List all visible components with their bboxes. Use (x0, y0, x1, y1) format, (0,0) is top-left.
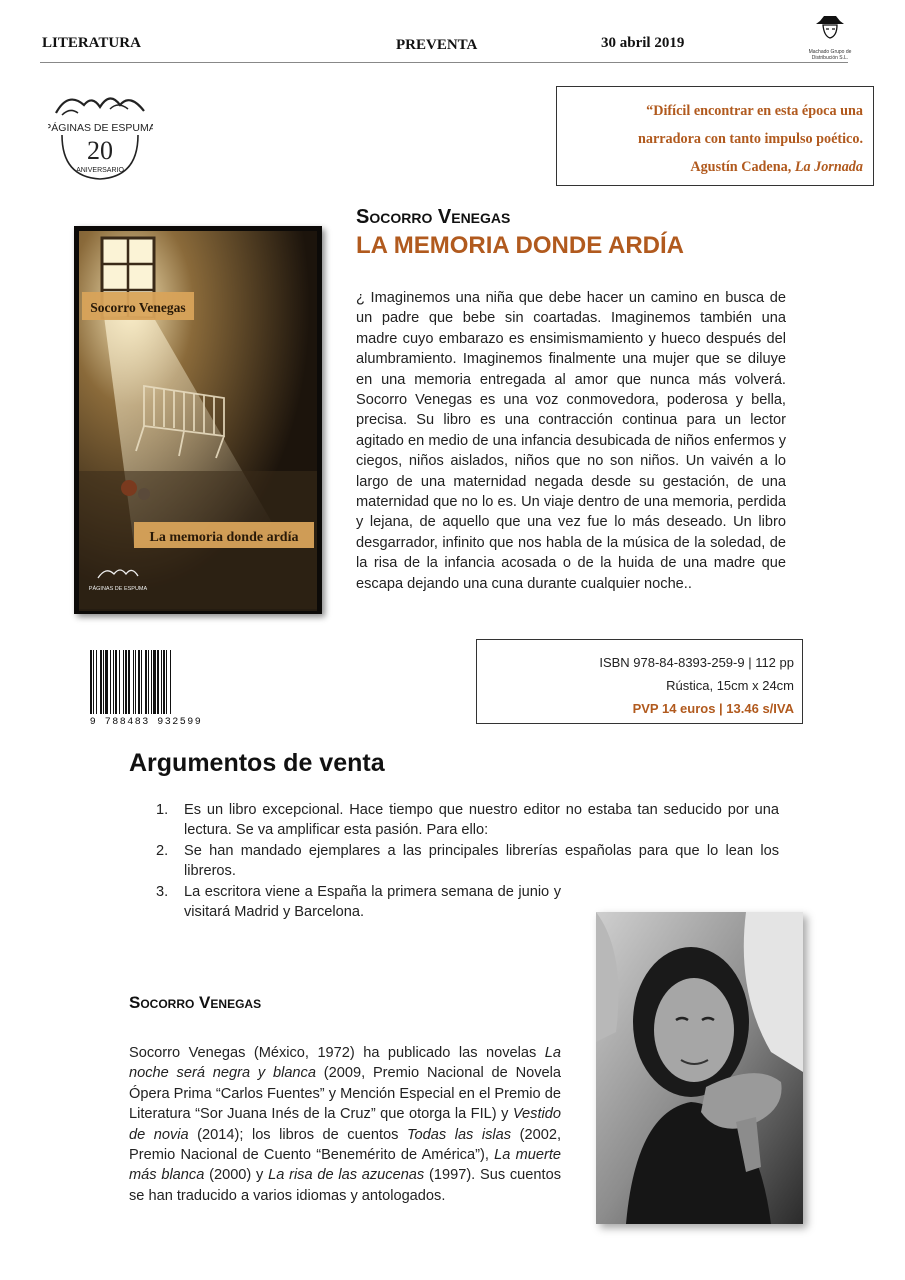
barcode-bar (170, 650, 171, 714)
barcode-bar (135, 650, 136, 714)
press-quote (556, 86, 874, 186)
author-photo (596, 912, 803, 1224)
distributor-logo (795, 14, 865, 64)
list-item: 3. La escritora viene a España la primera semana de junio y visitará Madrid y Barcelona. (156, 883, 561, 921)
cover-author: Socorro Venegas (90, 300, 186, 315)
barcode-bar (105, 650, 108, 714)
barcode-bar (90, 650, 92, 714)
barcode-bar (157, 650, 159, 714)
header-divider (40, 62, 848, 63)
barcode-bar (100, 650, 102, 714)
barcode-bar (133, 650, 134, 714)
list-item: 1. Es un libro excepcional. Hace tiempo que nuestro editor no estaba tan seducido por una lectura. Se va amplificar esta pasión. Para ello: (156, 802, 779, 839)
barcode-bar (96, 650, 97, 714)
book-title: LA MEMORIA DONDE ARDÍA (356, 232, 684, 259)
quote-source: La Jornada (794, 159, 863, 175)
barcode-bar (163, 650, 165, 714)
section-label: LITERATURA (42, 35, 141, 51)
barcode-bar (103, 650, 104, 714)
barcode-bar (148, 650, 149, 714)
barcode-bar (166, 650, 167, 714)
barcode-bar (113, 650, 114, 714)
cover-publisher: PÁGINAS DE ESPUMA (88, 586, 148, 592)
barcode-bar (125, 650, 127, 714)
status-label: PREVENTA (396, 37, 478, 53)
barcode-bar (119, 650, 120, 714)
barcode-bar (115, 650, 117, 714)
quote-line: “Difícil encontrar en esta época una (646, 103, 863, 119)
barcode-bar (123, 650, 124, 714)
publisher-name: PÁGINAS DE ESPUMA (48, 122, 153, 134)
bio-text: Socorro Venegas (México, 1972) ha publicado las novelas La noche será negra y blanca (2009, Premio Nacional de Novela Ópera Prima “Carlos Fuentes” y Mención Especial en el Premio de Literatura “Sor Juana Inés de la Cruz” que otorga la FIL) y Vestido de novia (2014); los libros de cuentos Todas las islas (2002, Premio Nacional de Cuento “Benemérito de América”), La muerte más blanca (2000) y La risa de las azucenas (1997). Sus cuentos se han traducido a varios idiomas y antologados. (129, 1045, 562, 1204)
selling-points-heading: Argumentos de venta (129, 749, 385, 777)
book-synopsis: ¿ Imaginemos una niña que debe hacer un camino en busca de un padre que bebe sin coartadas. Imaginemos también una madre cuyo embarazo es ensimismamiento y hueco después del alumbramiento. Imaginemos finalmente una mujer que se diluye en una memoria entregada al amor que nunca más volverá. Socorro Venegas es una voz conmovedora, poderosa y bella, precisa. Su libro es una contracción continua para un lector agitado en medio de una infancia desubicada de niños enfermos y ciegos, niños aislados, niños que no son niños. Un vaivén a lo largo de una maternidad negada desde su gestación, de una maternidad que no lo es. Un viaje dentro de una memoria, perdida y lejana, de aquello que una vez fue lo más deseado. Un libro desgarrador, infinito que nos habla de la música de la soledad, de la risa de la infancia acosada o de la huida de una madre que escapa dejando una cuna durante cualquier noche.. (356, 290, 786, 592)
barcode-bar (145, 650, 147, 714)
cover-title: La memoria donde ardía (149, 530, 299, 545)
barcode-bar (151, 650, 152, 714)
selling-points-list (129, 800, 779, 922)
barcode-bar (141, 650, 142, 714)
price-line: PVP 14 euros | 13.46 s/IVA (632, 701, 794, 716)
hat-man-icon (810, 14, 850, 42)
barcode-bar (138, 650, 140, 714)
date-label: 30 abril 2019 (601, 35, 685, 51)
list-item: 2. Se han mandado ejemplares a las principales librerías españolas para que lo lean los libreros. (156, 842, 779, 880)
publisher-logo (48, 85, 153, 185)
quote-line: narradora con tanto impulso poético. (637, 131, 863, 147)
isbn-line: ISBN 978-84-8393-259-9 | 112 pp (599, 655, 794, 670)
barcode-digits: 9 788483 932599 (89, 717, 203, 728)
barcode (76, 648, 216, 728)
book-cover (74, 226, 322, 614)
quote-attribution: Agustín Cadena, La Jornada (690, 159, 863, 175)
book-author: Socorro Venegas (356, 206, 511, 228)
bio-heading: Socorro Venegas (129, 993, 262, 1012)
distributor-caption: Machado Grupo de Distribución S.L. (808, 49, 852, 61)
anniversary-label: ANIVERSARIO (76, 167, 124, 174)
barcode-bar (153, 650, 156, 714)
anniversary-number: 20 (87, 136, 113, 165)
barcode-bar (161, 650, 162, 714)
book-specs (476, 639, 803, 724)
barcode-bar (93, 650, 94, 714)
format-line: Rústica, 15cm x 24cm (666, 678, 794, 693)
barcode-bar (128, 650, 130, 714)
barcode-bar (110, 650, 111, 714)
